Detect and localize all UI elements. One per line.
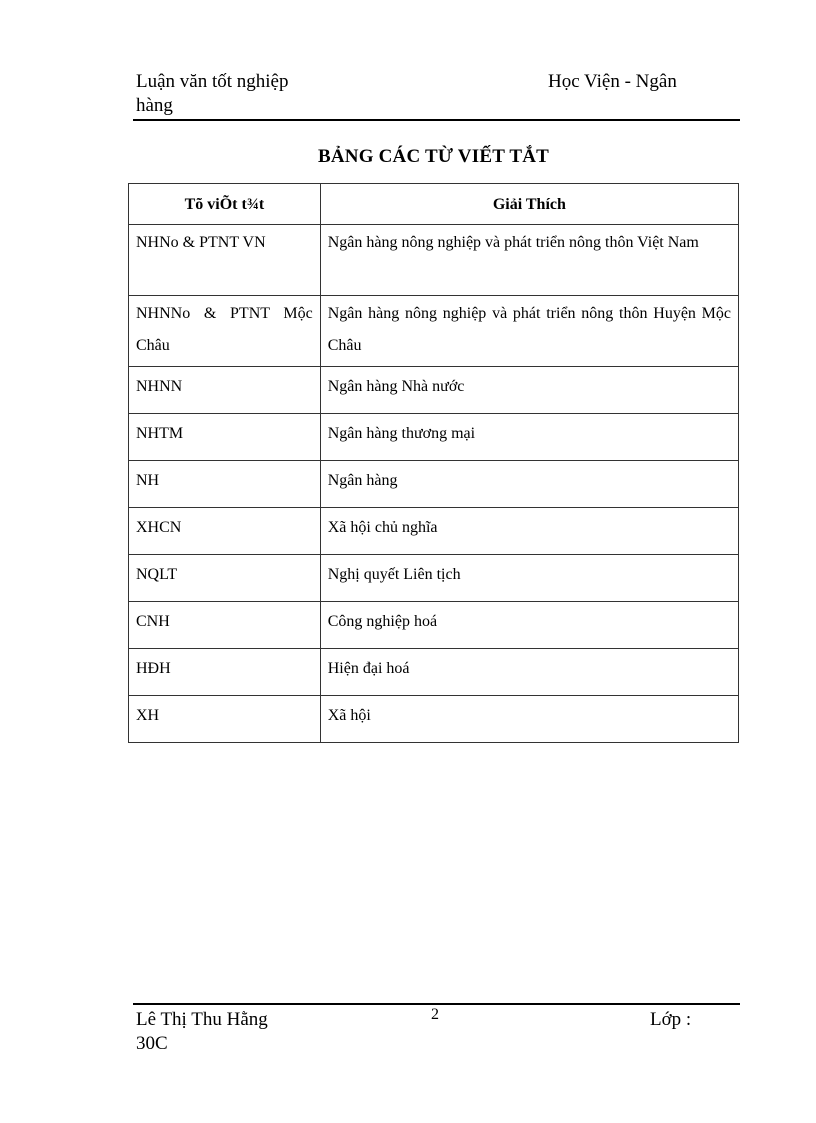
table-row [129,461,739,508]
table-header-row [129,184,739,225]
abbreviation-cell: HĐH [129,649,321,696]
footer-divider [133,1003,740,1005]
table-row [129,367,739,414]
table-row [129,602,739,649]
abbreviation-cell: XHCN [129,508,321,555]
footer-author: Lê Thị Thu Hằng [136,1009,268,1030]
abbreviation-cell: NHNo & PTNT VN [129,225,321,296]
header-left-line2: hàng [136,95,173,116]
explanation-cell: Ngân hàng nông nghiệp và phát triển nông thôn Việt Nam [320,225,738,296]
explanation-cell: Công nghiệp hoá [320,602,738,649]
explanation-cell: Ngân hàng [320,461,738,508]
header-divider [133,119,740,121]
explanation-cell: Ngân hàng nông nghiệp và phát triển nông thôn Huyện Mộc Châu [320,296,738,367]
abbreviation-cell: NQLT [129,555,321,602]
abbreviation-cell: NHNN [129,367,321,414]
abbreviation-cell: NH [129,461,321,508]
header-right: Học Viện - Ngân [548,71,677,92]
explanation-cell: Nghị quyết Liên tịch [320,555,738,602]
explanation-cell: Xã hội [320,696,738,743]
abbreviation-cell: CNH [129,602,321,649]
table-row [129,555,739,602]
explanation-cell: Xã hội chủ nghĩa [320,508,738,555]
page-number: 2 [431,1006,439,1023]
abbreviation-table [128,183,739,743]
header-left [136,70,289,118]
abbreviation-cell: XH [129,696,321,743]
explanation-cell: Ngân hàng thương mại [320,414,738,461]
table-row [129,508,739,555]
explanation-cell: Hiện đại hoá [320,649,738,696]
abbreviation-cell: NHTM [129,414,321,461]
footer-left-line2: 30C [136,1033,168,1054]
footer-left [136,1008,268,1056]
table-row [129,696,739,743]
column-header-explanation: Giải Thích [320,184,738,225]
abbreviation-cell: NHNNo & PTNT Mộc Châu [129,296,321,367]
column-header-abbreviation: Tõ viÕt t¾t [129,184,321,225]
table-row [129,414,739,461]
table-row [129,296,739,367]
footer-right: Lớp : [650,1009,692,1030]
page-title: BẢNG CÁC TỪ VIẾT TẮT [317,146,549,167]
explanation-cell: Ngân hàng Nhà nước [320,367,738,414]
table-row [129,649,739,696]
table-row [129,225,739,296]
header-left-line1: Luận văn tốt nghiệp [136,71,289,92]
